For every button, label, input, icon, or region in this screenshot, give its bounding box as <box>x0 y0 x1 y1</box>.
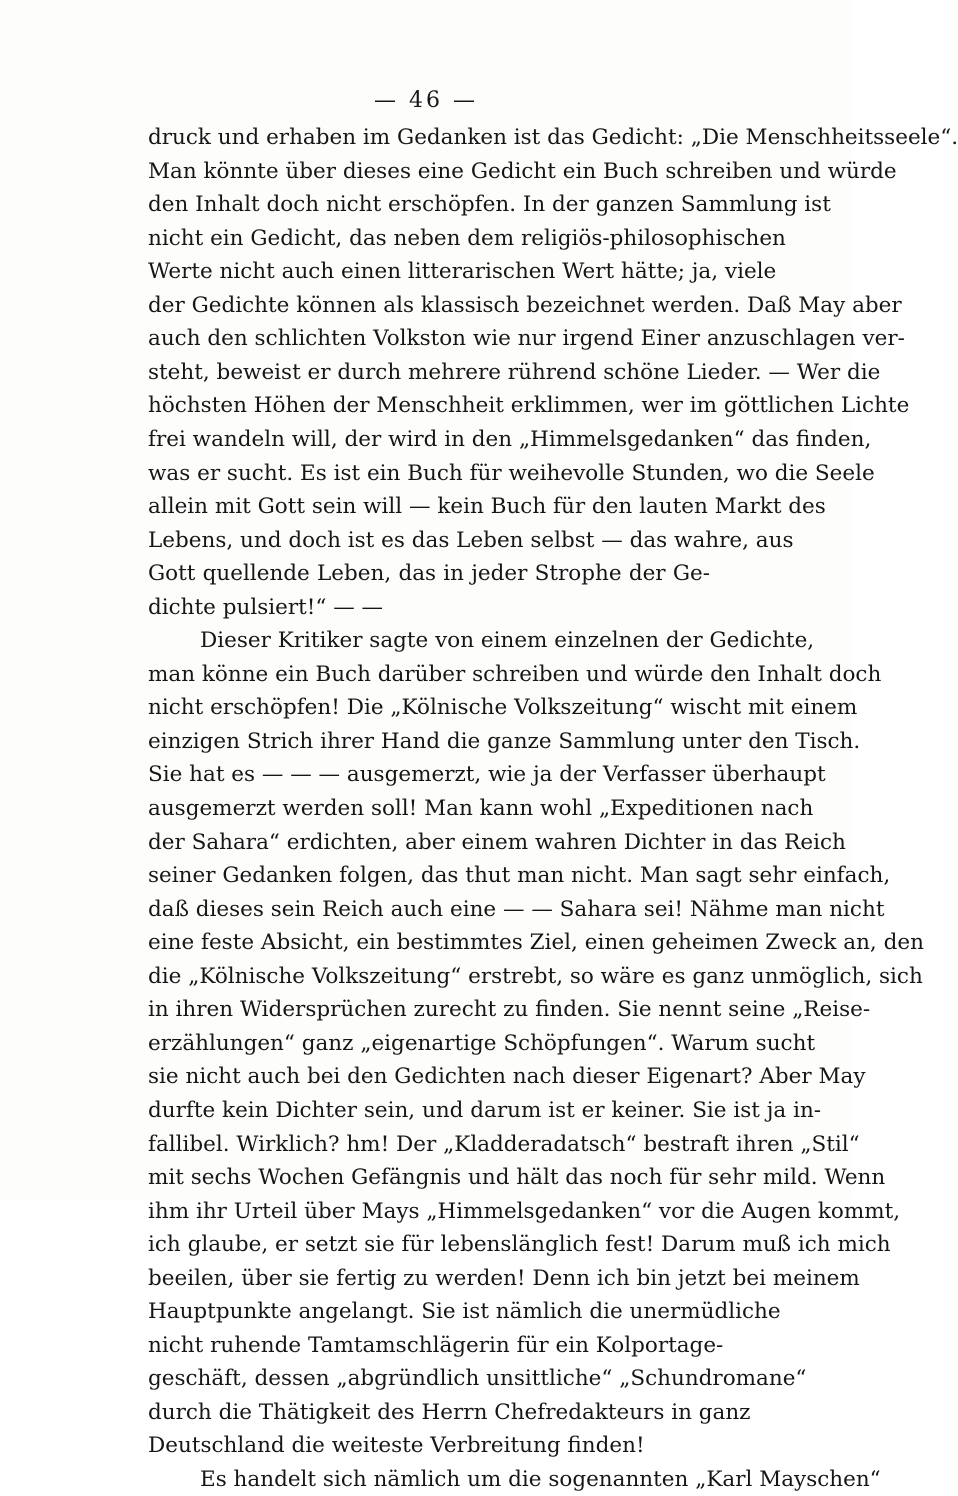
text-line: erzählungen“ ganz „eigenartige Schöpfungen“. Warum sucht <box>148 1031 816 1056</box>
text-line: durfte kein Dichter sein, und darum ist er keiner. Sie ist ja in- <box>148 1098 822 1123</box>
text-line: was er sucht. Es ist ein Buch für weihevolle Stunden, wo die Seele <box>148 461 875 486</box>
text-line: seiner Gedanken folgen, das thut man nicht. Man sagt sehr einfach, <box>148 863 891 888</box>
text-line: beeilen, über sie fertig zu werden! Denn ich bin jetzt bei meinem <box>148 1266 860 1291</box>
text-line: Deutschland die weiteste Verbreitung finden! <box>148 1433 645 1458</box>
text-line: nicht ruhende Tamtamschlägerin für ein Kolportage- <box>148 1333 724 1358</box>
text-line: Werte nicht auch einen litterarischen Wert hätte; ja, viele <box>148 259 777 284</box>
text-line: Gott quellende Leben, das in jeder Strophe der Ge- <box>148 561 710 586</box>
text-line: fallibel. Wirklich? hm! Der „Kladderadatsch“ bestraft ihren „Stil“ <box>148 1132 860 1157</box>
text-line: Dieser Kritiker sagte von einem einzelnen der Gedichte, <box>200 628 815 653</box>
text-line: eine feste Absicht, ein bestimmtes Ziel, einen geheimen Zweck an, den <box>148 930 924 955</box>
text-line: den Inhalt doch nicht erschöpfen. In der ganzen Sammlung ist <box>148 192 831 217</box>
text-line: daß dieses sein Reich auch eine — — Sahara sei! Nähme man nicht <box>148 897 885 922</box>
text-line: Hauptpunkte angelangt. Sie ist nämlich die unermüdliche <box>148 1299 781 1324</box>
text-line: frei wandeln will, der wird in den „Himmelsgedanken“ das finden, <box>148 427 872 452</box>
text-line: sie nicht auch bei den Gedichten nach dieser Eigenart? Aber May <box>148 1064 866 1089</box>
text-line: ausgemerzt werden soll! Man kann wohl „Expeditionen nach <box>148 796 814 821</box>
text-line: man könne ein Buch darüber schreiben und würde den Inhalt doch <box>148 662 882 687</box>
text-line: Sie hat es — — — ausgemerzt, wie ja der Verfasser überhaupt <box>148 762 826 787</box>
text-line: mit sechs Wochen Gefängnis und hält das noch für sehr mild. Wenn <box>148 1165 886 1190</box>
text-line: ich glaube, er setzt sie für lebenslänglich fest! Darum muß ich mich <box>148 1232 891 1257</box>
text-line: nicht erschöpfen! Die „Kölnische Volkszeitung“ wischt mit einem <box>148 695 858 720</box>
text-line: steht, beweist er durch mehrere rührend schöne Lieder. — Wer die <box>148 360 881 385</box>
text-line: durch die Thätigkeit des Herrn Chefredakteurs in ganz <box>148 1400 751 1425</box>
text-line: der Sahara“ erdichten, aber einem wahren Dichter in das Reich <box>148 830 846 855</box>
text-line: die „Kölnische Volkszeitung“ erstrebt, so wäre es ganz unmöglich, sich <box>148 964 923 989</box>
text-line: ihm ihr Urteil über Mays „Himmelsgedanken“ vor die Augen kommt, <box>148 1199 901 1224</box>
text-line: in ihren Widersprüchen zurecht zu finden. Sie nennt seine „Reise- <box>148 997 871 1022</box>
text-line: nicht ein Gedicht, das neben dem religiös-philosophischen <box>148 226 786 251</box>
text-line: der Gedichte können als klassisch bezeichnet werden. Daß May aber <box>148 293 902 318</box>
text-line: Man könnte über dieses eine Gedicht ein Buch schreiben und würde <box>148 159 897 184</box>
text-line: allein mit Gott sein will — kein Buch für den lauten Markt des <box>148 494 826 519</box>
text-line: auch den schlichten Volkston wie nur irgend Einer anzuschlagen ver- <box>148 326 905 351</box>
text-line: druck und erhaben im Gedanken ist das Gedicht: „Die Menschheitsseele“. <box>148 125 958 150</box>
text-line: geschäft, dessen „abgründlich unsittliche“ „Schundromane“ <box>148 1366 807 1391</box>
text-line: Lebens, und doch ist es das Leben selbst — das wahre, aus <box>148 528 794 553</box>
page-number: — 46 — <box>374 88 478 113</box>
text-line: Es handelt sich nämlich um die sogenannten „Karl Mayschen“ <box>200 1467 881 1492</box>
text-line: einzigen Strich ihrer Hand die ganze Sammlung unter den Tisch. <box>148 729 861 754</box>
text-line: dichte pulsiert!“ — — <box>148 595 384 620</box>
text-line: höchsten Höhen der Menschheit erklimmen, wer im göttlichen Lichte <box>148 393 910 418</box>
